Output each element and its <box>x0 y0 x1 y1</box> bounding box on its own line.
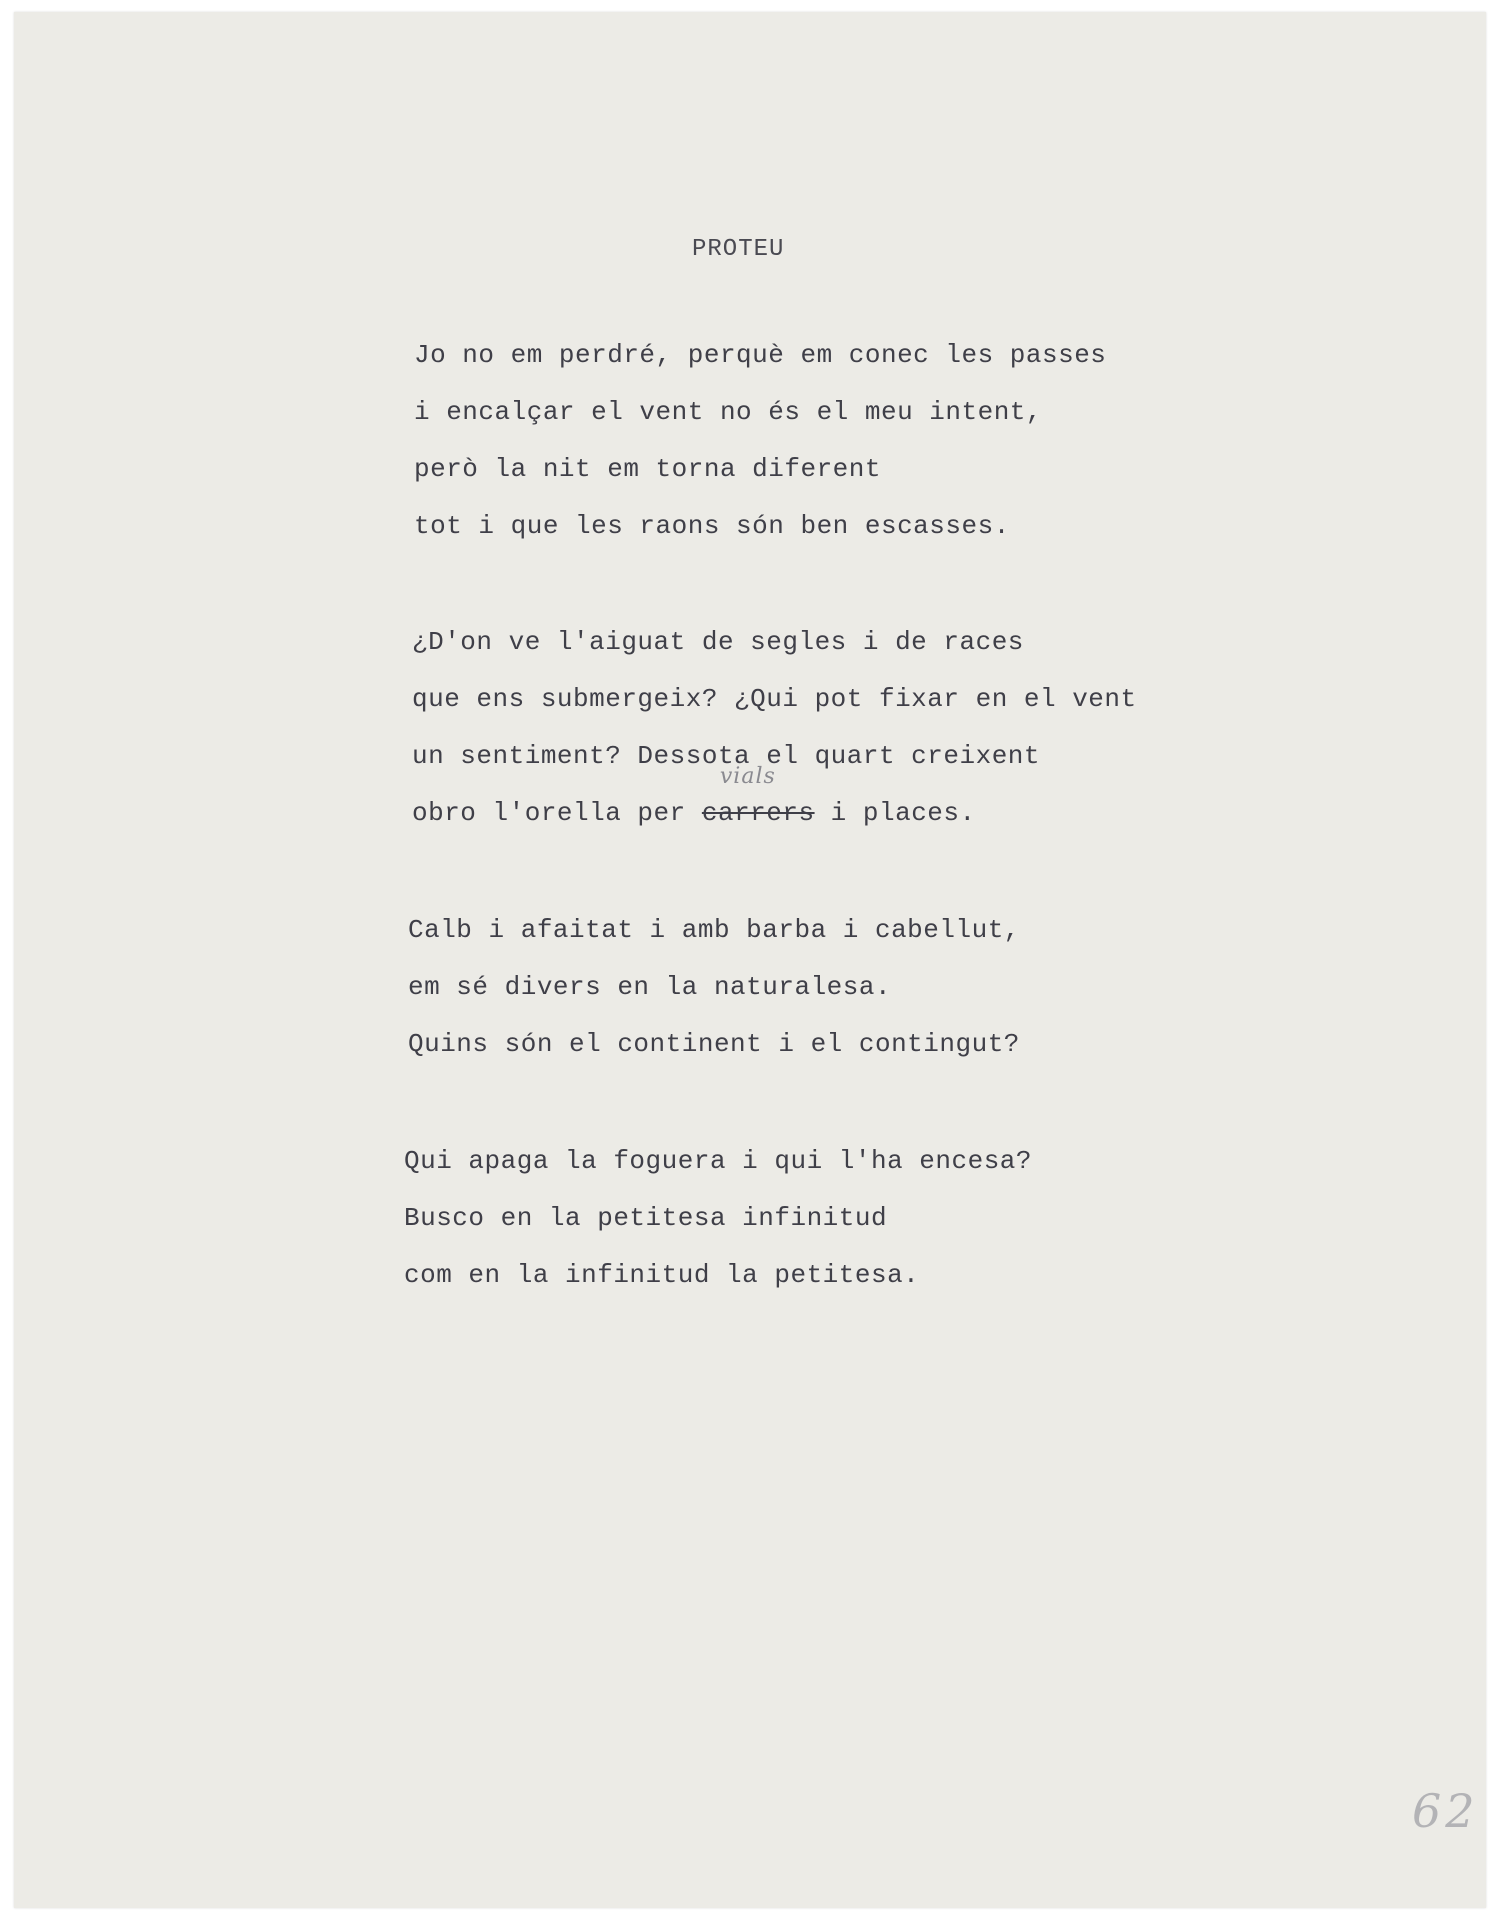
stanza4-line1: Qui apaga la foguera i qui l'ha encesa? <box>404 1146 1032 1176</box>
stanza1-line4: tot i que les raons són ben escasses. <box>414 511 1010 541</box>
stanza4-line2: Busco en la petitesa infinitud <box>404 1203 888 1233</box>
stanza2-line2: que ens submergeix? ¿Qui pot fixar en el vent <box>412 684 1137 714</box>
stanza2-line1: ¿D'on ve l'aiguat de segles i de races <box>412 627 1024 657</box>
handwritten-correction: vials <box>719 764 776 789</box>
struck-word: carrers <box>701 798 815 828</box>
stanza2-line4 <box>412 764 976 828</box>
correction-group <box>701 764 815 828</box>
stanza2-line4-before: obro l'orella per <box>412 798 702 828</box>
poem-title: PROTEU <box>692 236 785 263</box>
stanza1-line1: Jo no em perdré, perquè em conec les passes <box>414 340 1107 370</box>
stanza4-line3: com en la infinitud la petitesa. <box>404 1260 920 1290</box>
stanza3-line2: em sé divers en la naturalesa. <box>408 972 892 1002</box>
stanza2-line3: un sentiment? Dessota el quart creixent <box>412 741 1040 771</box>
page-number: 62 <box>1412 1784 1479 1838</box>
stanza1-line2: i encalçar el vent no és el meu intent, <box>414 397 1042 427</box>
stanza2-line4-after: i places. <box>814 798 976 828</box>
typewritten-page <box>14 12 1486 1908</box>
stanza3-line1: Calb i afaitat i amb barba i cabellut, <box>408 915 1020 945</box>
stanza1-line3: però la nit em torna diferent <box>414 454 881 484</box>
stanza3-line3: Quins són el continent i el contingut? <box>408 1029 1020 1059</box>
